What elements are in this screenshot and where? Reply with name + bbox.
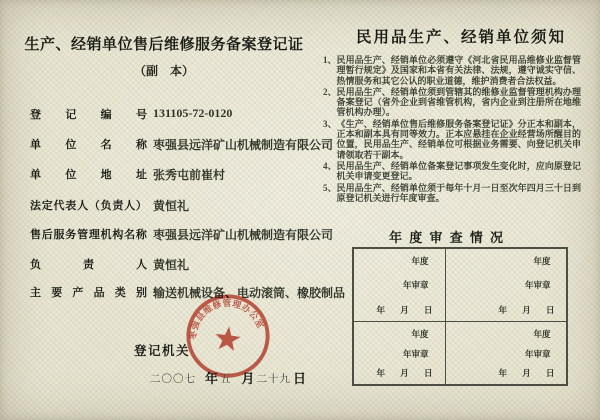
year-unit: 年 xyxy=(205,371,219,386)
field-label: 负 责 人 xyxy=(30,259,147,271)
annual-seal-label: 年审章 xyxy=(524,280,551,291)
date-label: 年 月 日 xyxy=(498,305,555,316)
item-text: 民用品生产、经销单位必须遵守《河北省民用品维修业监督管理暂行规定》及国家和本省有关法律、法规，遵守诚实守信、热情服务和其它公认的职业道德，维护消费者合法权益。 xyxy=(336,55,581,86)
issue-month: 五 xyxy=(220,374,232,385)
notice-item xyxy=(323,183,581,204)
field-value: 黄恒礼 xyxy=(153,258,190,272)
review-cell xyxy=(445,321,568,385)
field-label: 登 记 编 号 xyxy=(30,109,147,121)
seal-text: 枣强县维修管理办公室 xyxy=(187,298,266,341)
field-unit-name xyxy=(30,136,334,153)
field-label: 单 位 名 称 xyxy=(30,139,147,151)
item-number: 2、 xyxy=(323,86,337,97)
annual-seal-label: 年审章 xyxy=(524,348,551,359)
annual-seal-label: 年审章 xyxy=(403,280,429,291)
year-label: 年度 xyxy=(411,255,429,266)
field-main-product-category xyxy=(30,284,346,301)
month-unit: 月 xyxy=(241,371,255,386)
seal-star-icon xyxy=(214,325,242,352)
item-text: 民用品生产、经销单位备案登记事项发生变化时，应向原登记机关申请变更登记。 xyxy=(336,160,581,182)
field-value: 枣强县远洋矿山机械制造有限公司 xyxy=(153,138,334,152)
item-number: 1、 xyxy=(323,55,337,65)
field-value: 输送机械设备、电动滚筒、橡胶制品 xyxy=(153,286,346,300)
item-number: 3、 xyxy=(323,118,337,129)
issue-day: 二十九 xyxy=(256,374,292,385)
annual-review-table xyxy=(352,247,568,386)
notice-item xyxy=(323,161,581,182)
field-service-org-name xyxy=(30,226,334,243)
day-unit: 日 xyxy=(293,371,307,386)
issue-year: 二〇〇七 xyxy=(150,374,196,385)
annual-review-title: 年 度 审 查 情 况 xyxy=(389,230,503,245)
field-registration-number xyxy=(30,106,330,122)
item-number: 4、 xyxy=(323,160,337,171)
field-value: 131105-72-0120 xyxy=(153,106,233,120)
field-value: 张秀屯前崔村 xyxy=(153,168,226,182)
field-unit-address xyxy=(30,166,330,183)
notice-list xyxy=(323,55,581,204)
certificate-title: 生产、经销单位售后维修服务备案登记证 xyxy=(24,36,304,53)
notice-title: 民用品生产、经销单位须知 xyxy=(355,29,566,46)
registration-authority-label: 登记机关 xyxy=(134,344,191,358)
annual-seal-label: 年审章 xyxy=(403,348,429,359)
certificate-subtitle: （副 本） xyxy=(133,64,194,78)
notice-item xyxy=(323,55,581,86)
review-cell xyxy=(353,321,446,385)
item-text: 民用品生产、经销单位须到管辖其的维修业监督管理机构办理备案登记（省外企业到省维管机构，省内企业到注册所在地维管机构办理）。 xyxy=(336,86,581,118)
review-cell xyxy=(353,248,446,323)
field-label: 主 要 产 品 类 别 xyxy=(30,287,147,299)
field-person-in-charge xyxy=(30,256,330,273)
field-label: 单 位 地 址 xyxy=(30,169,147,181)
item-text: 《生产、经销单位售后维修服务备案登记证》分正本和副本，正本和副本具有同等效力。正本应悬挂在企业经营场所醒目的位置，民用品生产、经销单位可根据业务需要、向登记机关申请领取若干副本。 xyxy=(336,118,581,160)
review-cell xyxy=(445,248,568,323)
item-text: 民用品生产、经销单位须于每年十月一日至次年四月三十日到原登记机关进行年度审查。 xyxy=(336,182,581,203)
notice-item xyxy=(323,119,581,160)
field-label: 售 后 服 务 管 理 机 构 名 称 xyxy=(30,229,147,241)
year-label: 年度 xyxy=(533,329,551,340)
field-legal-representative xyxy=(30,197,330,214)
date-label: 年 月 日 xyxy=(376,368,433,379)
issue-date xyxy=(150,368,306,387)
date-label: 年 月 日 xyxy=(498,368,555,379)
year-label: 年度 xyxy=(533,255,551,266)
item-number: 5、 xyxy=(323,182,337,193)
year-label: 年度 xyxy=(411,329,429,340)
date-label: 年 月 日 xyxy=(376,305,433,316)
notice-item xyxy=(323,87,581,118)
field-value: 黄恒礼 xyxy=(153,199,190,213)
field-value: 枣强县远洋矿山机械制造有限公司 xyxy=(153,228,334,242)
field-label: 法 定 代 表 人 （ 负 责 人 ） xyxy=(30,200,147,212)
